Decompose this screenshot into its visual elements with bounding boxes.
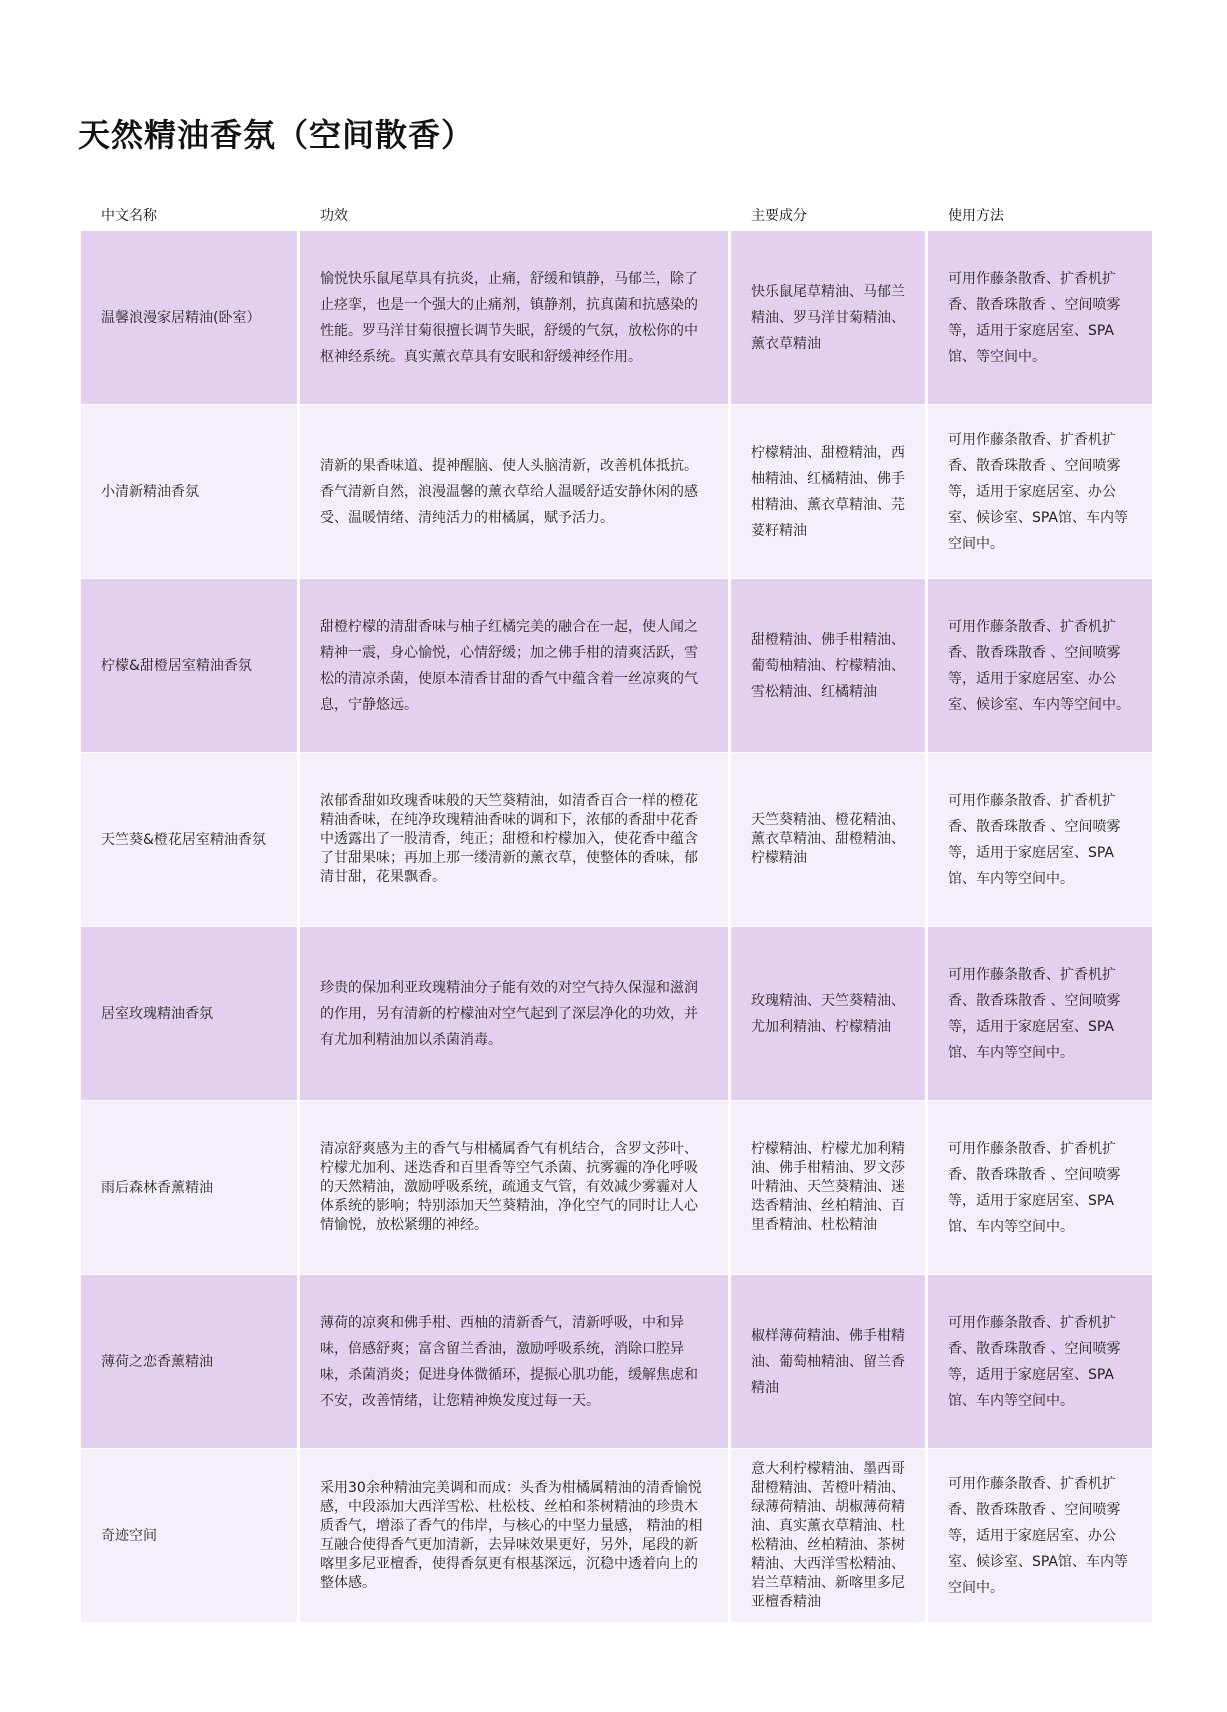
- product-name: 温馨浪漫家居精油(卧室）: [81, 230, 297, 404]
- product-usage: 可用作藤条散香、扩香机扩香、散香珠散香 、空间喷雾等，适用于家庭居室、办公室、候诊室、SPA馆、车内等空间中。: [928, 1448, 1152, 1622]
- product-usage: 可用作藤条散香、扩香机扩香、散香珠散香 、空间喷雾等，适用于家庭居室、办公室、候诊室、SPA馆、车内等空间中。: [928, 404, 1152, 578]
- table-header-row: [81, 200, 1152, 230]
- product-effect: 浓郁香甜如玫瑰香味般的天竺葵精油，如清香百合一样的橙花精油香味，在纯净玫瑰精油香味的调和下，浓郁的香甜中花香中透露出了一股清香，纯正；甜橙和柠檬加入，使花香中蕴含了甘甜果味；再加上那一缕清新的薰衣草，使整体的香味，郁清甘甜，花果飘香。: [300, 752, 728, 926]
- header-effect: 功效: [320, 208, 348, 224]
- product-usage: 可用作藤条散香、扩香机扩香、散香珠散香 、空间喷雾等，适用于家庭居室、SPA馆、车内等空间中。: [928, 1274, 1152, 1448]
- product-effect: 甜橙柠檬的清甜香味与柚子红橘完美的融合在一起，使人闻之精神一震，身心愉悦，心情舒缓；加之佛手柑的清爽活跃，雪松的清凉杀菌，使原本清香甘甜的香气中蕴含着一丝凉爽的气息，宁静悠远。: [300, 578, 728, 752]
- product-effect: 清凉舒爽感为主的香气与柑橘属香气有机结合，含罗文莎叶、柠檬尤加利、迷迭香和百里香等空气杀菌、抗雾霾的净化呼吸的天然精油，激励呼吸系统，疏通支气管，有效减少雾霾对人体系统的影响；特别添加天竺葵精油，净化空气的同时让人心情愉悦，放松紧绷的神经。: [300, 1100, 728, 1274]
- product-usage: 可用作藤条散香、扩香机扩香、散香珠散香 、空间喷雾等，适用于家庭居室、SPA馆、车内等空间中。: [928, 926, 1152, 1100]
- product-ingredients: 天竺葵精油、橙花精油、薰衣草精油、甜橙精油、柠檬精油: [731, 752, 925, 926]
- product-name: 柠檬&甜橙居室精油香氛: [81, 578, 297, 752]
- product-ingredients: 玫瑰精油、天竺葵精油、尤加利精油、柠檬精油: [731, 926, 925, 1100]
- table-row: [81, 926, 1152, 1100]
- header-ingredients: 主要成分: [751, 208, 807, 224]
- table-row: [81, 1448, 1152, 1622]
- table-row: [81, 1100, 1152, 1274]
- product-effect: 珍贵的保加利亚玫瑰精油分子能有效的对空气持久保湿和滋润的作用，另有清新的柠檬油对空气起到了深层净化的功效，并有尤加利精油加以杀菌消毒。: [300, 926, 728, 1100]
- product-name: 奇迹空间: [81, 1448, 297, 1622]
- product-ingredients: 意大利柠檬精油、墨西哥甜橙精油、苦橙叶精油、绿薄荷精油、胡椒薄荷精油、真实薰衣草精油、杜松精油、丝柏精油、茶树精油、大西洋雪松精油、岩兰草精油、新喀里多尼亚檀香精油: [731, 1448, 925, 1622]
- product-ingredients: 快乐鼠尾草精油、马郁兰精油、罗马洋甘菊精油、薰衣草精油: [731, 230, 925, 404]
- product-table: [78, 200, 1155, 1622]
- product-effect: 愉悦快乐鼠尾草具有抗炎，止痛，舒缓和镇静，马郁兰，除了止痉挛，也是一个强大的止痛剂，镇静剂，抗真菌和抗感染的性能。罗马洋甘菊很擅长调节失眠，舒缓的气氛，放松你的中枢神经系统。真实薰衣草具有安眠和舒缓神经作用。: [300, 230, 728, 404]
- product-ingredients: 柠檬精油、柠檬尤加利精油、佛手柑精油、罗文莎叶精油、天竺葵精油、迷迭香精油、丝柏精油、百里香精油、杜松精油: [731, 1100, 925, 1274]
- product-usage: 可用作藤条散香、扩香机扩香、散香珠散香 、空间喷雾等，适用于家庭居室、办公室、候诊室、车内等空间中。: [928, 578, 1152, 752]
- product-ingredients: 柠檬精油、甜橙精油，西柚精油、红橘精油、佛手柑精油、薰衣草精油、芫荽籽精油: [731, 404, 925, 578]
- product-ingredients: 甜橙精油、佛手柑精油、葡萄柚精油、柠檬精油、雪松精油、红橘精油: [731, 578, 925, 752]
- header-usage: 使用方法: [948, 208, 1004, 224]
- product-name: 居室玫瑰精油香氛: [81, 926, 297, 1100]
- table-row: [81, 230, 1152, 404]
- product-ingredients: 椒样薄荷精油、佛手柑精油、葡萄柚精油、留兰香精油: [731, 1274, 925, 1448]
- table-row: [81, 1274, 1152, 1448]
- product-effect: 采用30余种精油完美调和而成：头香为柑橘属精油的清香愉悦感，中段添加大西洋雪松、杜松枝、丝柏和茶树精油的珍贵木质香气，增添了香气的伟岸，与核心的中坚力量感， 精油的相互融合使得香气更加清新，去异味效果更好，另外，尾段的新喀里多尼亚檀香，使得香氛更有根基深远，沉稳中透着向上的整体感。: [300, 1448, 728, 1622]
- product-effect: 薄荷的凉爽和佛手柑、西柚的清新香气，清新呼吸，中和异味，倍感舒爽；富含留兰香油，激励呼吸系统，消除口腔异味，杀菌消炎；促进身体微循环，提振心肌功能，缓解焦虑和不安，改善情绪，让您精神焕发度过每一天。: [300, 1274, 728, 1448]
- product-name: 薄荷之恋香薰精油: [81, 1274, 297, 1448]
- product-effect: 清新的果香味道、提神醒脑、使人头脑清新，改善机体抵抗。香气清新自然，浪漫温馨的薰衣草给人温暖舒适安静休闲的感受、温暖情绪、清纯活力的柑橘属，赋予活力。: [300, 404, 728, 578]
- product-name: 雨后森林香薰精油: [81, 1100, 297, 1274]
- product-usage: 可用作藤条散香、扩香机扩香、散香珠散香 、空间喷雾等，适用于家庭居室、SPA馆、车内等空间中。: [928, 1100, 1152, 1274]
- product-usage: 可用作藤条散香、扩香机扩香、散香珠散香 、空间喷雾等，适用于家庭居室、SPA馆、等空间中。: [928, 230, 1152, 404]
- table-row: [81, 404, 1152, 578]
- product-usage: 可用作藤条散香、扩香机扩香、散香珠散香 、空间喷雾等，适用于家庭居室、SPA馆、车内等空间中。: [928, 752, 1152, 926]
- product-name: 天竺葵&橙花居室精油香氛: [81, 752, 297, 926]
- page-title: 天然精油香氛（空间散香）: [78, 116, 475, 154]
- product-name: 小清新精油香氛: [81, 404, 297, 578]
- table-row: [81, 752, 1152, 926]
- table-row: [81, 578, 1152, 752]
- header-name: 中文名称: [101, 208, 157, 224]
